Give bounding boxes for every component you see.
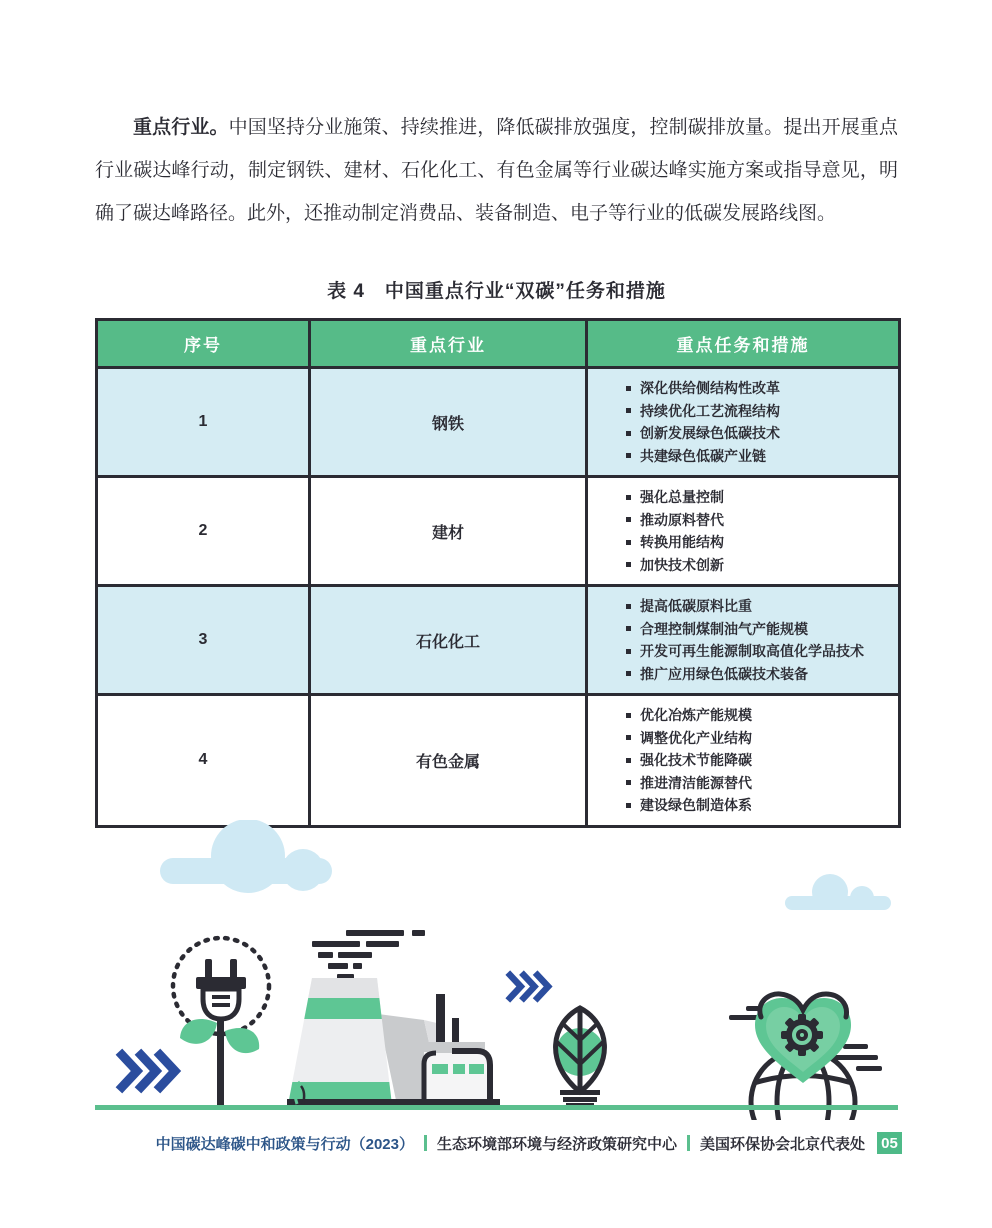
- heart-gear-globe-icon: [729, 994, 882, 1120]
- footer-separator: [424, 1135, 427, 1151]
- leaf-bulb-icon: [556, 1008, 605, 1107]
- row-number: 2: [97, 477, 310, 586]
- body-paragraph: [95, 106, 898, 235]
- measure-item: [626, 794, 890, 817]
- measure-text: 合理控制煤制油气产能规模: [640, 620, 808, 637]
- measure-text: 推动原料替代: [640, 511, 724, 528]
- bullet-square-icon: [626, 626, 631, 631]
- measure-item: [626, 445, 890, 468]
- table-row: [97, 586, 900, 695]
- bullet-square-icon: [626, 386, 631, 391]
- measure-text: 提高低碳原料比重: [640, 598, 752, 614]
- measure-text: 推进清洁能源替代: [640, 774, 752, 791]
- measure-item: [626, 640, 890, 663]
- col-header-number: 序号: [97, 320, 310, 368]
- measure-item: [626, 486, 890, 509]
- bullet-square-icon: [626, 758, 631, 763]
- measure-text: 强化技术节能降碳: [640, 752, 752, 768]
- cloud-icon: [160, 820, 332, 893]
- row-industry: 有色金属: [310, 695, 587, 827]
- row-industry: 建材: [310, 477, 587, 586]
- bullet-square-icon: [626, 431, 631, 436]
- row-measures: [587, 477, 900, 586]
- measure-item: [626, 595, 890, 618]
- bullet-square-icon: [626, 649, 631, 654]
- measure-item: [626, 554, 890, 577]
- measure-item: [626, 509, 890, 532]
- footer: [156, 1131, 902, 1155]
- bullet-square-icon: [626, 671, 631, 676]
- footer-org-1: 生态环境部环境与经济政策研究中心: [436, 1135, 677, 1153]
- factory-icon: [280, 930, 500, 1110]
- illustration: [0, 820, 992, 1120]
- measure-item: [626, 772, 890, 795]
- table-caption: 表 4 中国重点行业“双碳”任务和措施: [327, 281, 666, 302]
- measure-text: 开发可再生能源制取高值化学品技术: [640, 643, 864, 659]
- leaf-icon: [225, 1028, 259, 1053]
- footer-separator: [687, 1135, 690, 1151]
- measure-item: [626, 618, 890, 641]
- measure-text: 建设绿色制造体系: [640, 797, 752, 813]
- bullet-square-icon: [626, 735, 631, 740]
- measure-item: [626, 749, 890, 772]
- bullet-square-icon: [626, 562, 631, 567]
- measure-text: 调整优化产业结构: [640, 729, 752, 746]
- cloud-icon: [785, 874, 891, 910]
- measure-text: 创新发展绿色低碳技术: [640, 425, 780, 441]
- measure-text: 共建绿色低碳产业链: [640, 447, 766, 464]
- ground-line: [95, 1105, 898, 1110]
- measure-item: [626, 704, 890, 727]
- row-industry: 石化化工: [310, 586, 587, 695]
- measure-item: [626, 377, 890, 400]
- footer-report-title: 中国碳达峰碳中和政策与行动（2023）: [155, 1135, 414, 1153]
- bullet-square-icon: [626, 780, 631, 785]
- measure-text: 持续优化工艺流程结构: [640, 402, 780, 419]
- measure-item: [626, 422, 890, 445]
- measure-text: 优化冶炼产能规模: [640, 707, 752, 723]
- smoke-icon: [312, 930, 425, 980]
- row-measures: [587, 586, 900, 695]
- paragraph-lead: 重点行业。: [133, 117, 229, 138]
- dual-carbon-table: [95, 318, 901, 828]
- row-number: 4: [97, 695, 310, 827]
- row-industry: 钢铁: [310, 368, 587, 477]
- table-header-row: [97, 320, 900, 368]
- table-row: [97, 477, 900, 586]
- col-header-industry: 重点行业: [310, 320, 587, 368]
- measure-item: [626, 531, 890, 554]
- table-row: [97, 695, 900, 827]
- bullet-square-icon: [626, 713, 631, 718]
- bullet-square-icon: [626, 803, 631, 808]
- footer-org-2: 美国环保协会北京代表处: [699, 1135, 865, 1153]
- bullet-square-icon: [626, 495, 631, 500]
- row-number: 1: [97, 368, 310, 477]
- measure-item: [626, 727, 890, 750]
- measure-text: 深化供给侧结构性改革: [640, 380, 780, 396]
- row-measures: [587, 695, 900, 827]
- measure-text: 加快技术创新: [640, 556, 724, 573]
- row-number: 3: [97, 586, 310, 695]
- gear-icon: [781, 1014, 823, 1056]
- page-number-badge: 05: [877, 1132, 902, 1154]
- leaf-icon: [180, 1019, 217, 1044]
- table-row: [97, 368, 900, 477]
- plug-pole-icon: [173, 938, 269, 1105]
- bullet-square-icon: [626, 604, 631, 609]
- row-measures: [587, 368, 900, 477]
- bullet-square-icon: [626, 408, 631, 413]
- bullet-square-icon: [626, 517, 631, 522]
- measure-text: 转换用能结构: [640, 534, 724, 550]
- measure-text: 推广应用绿色低碳技术装备: [640, 665, 808, 682]
- measure-item: [626, 400, 890, 423]
- bullet-square-icon: [626, 453, 631, 458]
- measure-item: [626, 663, 890, 686]
- paragraph-body: 中国坚持分业施策、持续推进，降低碳排放强度，控制碳排放量。提出开展重点行业碳达峰行动，制定钢铁、建材、石化化工、有色金属等行业碳达峰实施方案或指导意见，明确了碳达峰路径。此外，还推动制定消费品、装备制造、电子等行业的低碳发展路线图。: [95, 117, 898, 224]
- measure-text: 强化总量控制: [640, 489, 724, 505]
- bullet-square-icon: [626, 540, 631, 545]
- col-header-measures: 重点任务和措施: [587, 320, 900, 368]
- chevrons-icon: [510, 975, 548, 998]
- chevrons-icon: [122, 1055, 175, 1087]
